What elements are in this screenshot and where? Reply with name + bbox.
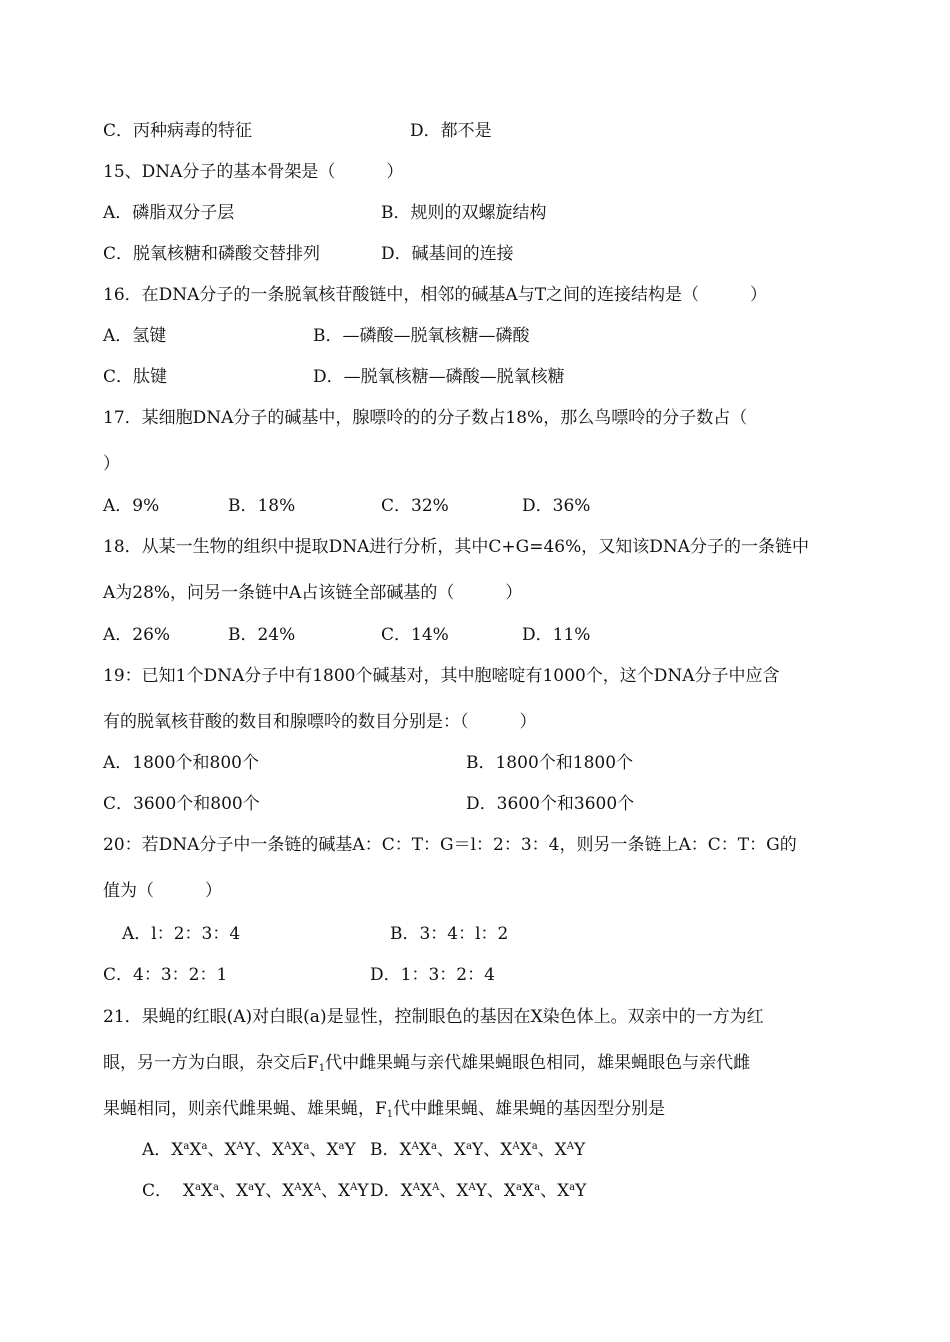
q15-stem: 15、DNA分子的基本骨架是（ ） (103, 162, 404, 182)
q19-option-d: D．3600个和3600个 (466, 794, 635, 814)
q21-option-b: B．$X^AX^a$、$X^aY$、$X^AX^a$、$X^AY$ (370, 1140, 586, 1160)
q16-stem: 16．在DNA分子的一条脱氧核苷酸链中，相邻的碱基A与T之间的连接结构是（ ） (103, 285, 768, 305)
q17-stem-line1: 17．某细胞DNA分子的碱基中，腺嘌呤的的分子数占18%，那么鸟嘌呤的分子数占（ (103, 408, 748, 428)
q21-stem-line3: 果蝇相同，则亲代雌果蝇、雄果蝇，$F_1$代中雌果蝇、雄果蝇的基因型分别是 (103, 1099, 666, 1120)
q16-option-a: A．氢键 (103, 326, 167, 346)
q15-option-b: B．规则的双螺旋结构 (381, 203, 547, 223)
q17-option-a: A．9% (103, 496, 160, 516)
q17-option-d: D．36% (522, 496, 591, 516)
q20-option-a: A．l：2：3：4 (122, 924, 241, 944)
q17-option-b: B．18% (228, 496, 296, 516)
q17-option-c: C．32% (381, 496, 449, 516)
q18-stem-line2: A为28%，问另一条链中A占该链全部碱基的（ ） (103, 583, 523, 603)
q14-option-c: C．丙种病毒的特征 (103, 121, 253, 141)
q18-option-a: A．26% (103, 625, 171, 645)
q19-stem-line2: 有的脱氧核苷酸的数目和腺嘌呤的数目分别是：（ ） (103, 712, 537, 732)
q18-option-b: B．24% (228, 625, 296, 645)
q17-stem-line2: ） (103, 454, 120, 474)
q16-option-b: B．—磷酸—脱氧核糖—磷酸 (313, 326, 530, 346)
q16-option-d: D．—脱氧核糖—磷酸—脱氧核糖 (313, 367, 565, 387)
q19-stem-line1: 19：已知1个DNA分子中有1800个碱基对，其中胞嘧啶有1000个，这个DNA分子中应含 (103, 666, 780, 686)
q15-option-d: D．碱基间的连接 (381, 244, 514, 264)
q21-stem-line1: 21．果蝇的红眼(A)对白眼(a)是显性，控制眼色的基因在X染色体上。双亲中的一方为红 (103, 1007, 764, 1027)
q19-option-c: C．3600个和800个 (103, 794, 260, 814)
q20-option-b: B．3：4：l：2 (390, 924, 509, 944)
q15-option-c: C．脱氧核糖和磷酸交替排列 (103, 244, 321, 264)
q18-option-d: D．11% (522, 625, 591, 645)
q21-option-c: C． $X^aX^a$、$X^aY$、$X^AX^A$、$X^AY$ (142, 1181, 369, 1201)
q21-option-a: A．$X^aX^a$、$X^AY$、$X^AX^a$、$X^aY$ (142, 1140, 356, 1160)
q21-stem-line2: 眼，另一方为白眼，杂交后$F_1$代中雌果蝇与亲代雄果蝇眼色相同，雄果蝇眼色与亲代雌 (103, 1053, 751, 1074)
q20-option-d: D．1：3：2：4 (370, 965, 495, 985)
q20-stem-line2: 值为（ ） (103, 881, 222, 901)
q19-option-a: A．1800个和800个 (103, 753, 259, 773)
q14-option-d: D．都不是 (410, 121, 492, 141)
q21-option-d: D．$X^AX^A$、$X^AY$、$X^aX^a$、$X^aY$ (370, 1181, 587, 1201)
q19-option-b: B．1800个和1800个 (466, 753, 634, 773)
q15-option-a: A．磷脂双分子层 (103, 203, 235, 223)
q16-option-c: C．肽键 (103, 367, 168, 387)
q20-stem-line1: 20：若DNA分子中一条链的碱基A：C：T：G＝l：2：3：4，则另一条链上A：C：T：G的 (103, 835, 797, 855)
q18-stem-line1: 18．从某一生物的组织中提取DNA进行分析，其中C+G=46%，又知该DNA分子的一条链中 (103, 537, 810, 557)
q18-option-c: C．14% (381, 625, 449, 645)
q20-option-c: C．4：3：2：1 (103, 965, 228, 985)
